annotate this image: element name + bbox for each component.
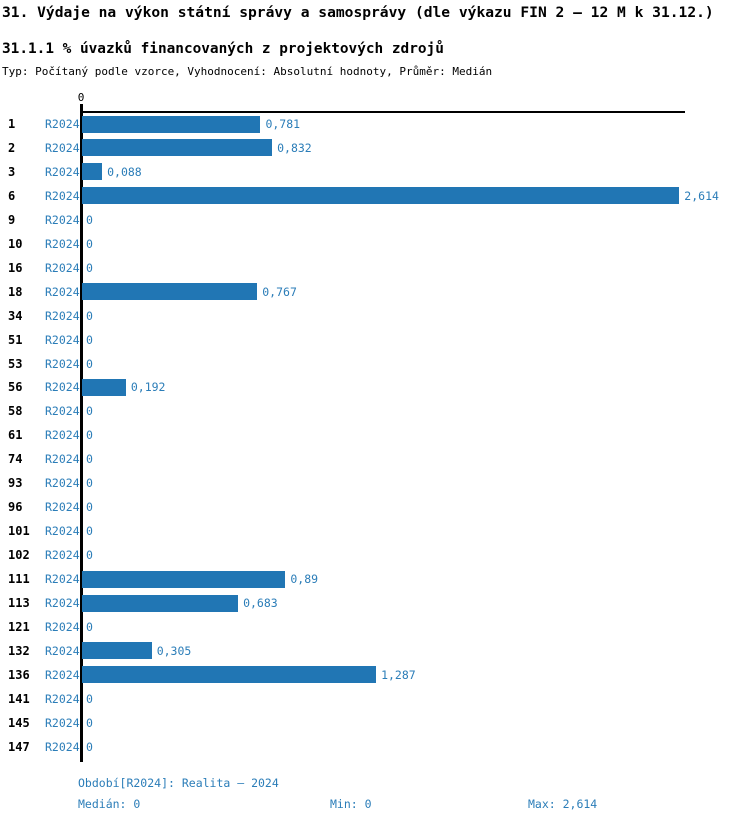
row-series-label: R2024 — [45, 332, 80, 347]
bar-value-label: 0 — [86, 260, 93, 275]
row-category-label: 61 — [8, 428, 23, 443]
bar-value-label: 0 — [86, 332, 93, 347]
row-series-label: R2024 — [45, 548, 80, 563]
row-category-label: 56 — [8, 380, 23, 395]
chart-row — [0, 687, 750, 711]
bar-value-label: 0,832 — [277, 140, 312, 155]
bar — [82, 283, 257, 300]
row-series-label: R2024 — [45, 596, 80, 610]
row-category-label: 58 — [8, 404, 23, 419]
bar — [82, 116, 260, 133]
row-series-label: R2024 — [45, 117, 80, 131]
bar-value-label: 0 — [86, 428, 93, 443]
chart-row — [0, 615, 750, 639]
row-category-label: 2 — [8, 140, 16, 155]
bar-value-label: 0 — [86, 500, 93, 515]
row-category-label: 96 — [8, 500, 23, 515]
bar-value-label: 0 — [86, 404, 93, 419]
bar-value-label: 0 — [86, 548, 93, 563]
bar-value-label: 0 — [86, 715, 93, 730]
bar — [82, 642, 152, 659]
row-category-label: 136 — [8, 667, 30, 682]
row-series-label: R2024 — [45, 476, 80, 491]
max-label: Max: 2,614 — [528, 797, 598, 811]
row-category-label: 53 — [8, 356, 23, 371]
row-series-label: R2024 — [45, 572, 80, 587]
row-category-label: 132 — [8, 643, 30, 658]
bar-value-label: 0,781 — [265, 117, 301, 131]
chart-row — [0, 591, 750, 615]
report-title: 31. Výdaje na výkon státní správy a samosprávy (dle výkazu FIN 2 – 12 M k 31.12.) — [2, 4, 714, 21]
row-category-label: 102 — [8, 548, 30, 563]
row-series-label: R2024 — [45, 428, 80, 443]
chart-row — [0, 232, 750, 256]
bar-value-label: 0 — [86, 236, 93, 251]
bar — [82, 187, 679, 204]
row-category-label: 16 — [8, 260, 23, 275]
row-series-label: R2024 — [45, 667, 80, 682]
chart-row — [0, 375, 750, 399]
row-category-label: 101 — [8, 524, 30, 539]
chart-row — [0, 423, 750, 447]
bar-value-label: 0 — [86, 308, 93, 323]
indicator-title: 31.1.1 % úvazků financovaných z projektových zdrojů — [2, 41, 444, 57]
chart-row — [0, 495, 750, 519]
bar — [82, 379, 126, 396]
bar-value-label: 0,192 — [130, 380, 166, 395]
row-series-label: R2024 — [45, 643, 80, 658]
bar — [82, 163, 102, 180]
row-series-label: R2024 — [45, 164, 80, 179]
row-category-label: 145 — [8, 715, 30, 730]
row-series-label: R2024 — [45, 236, 80, 251]
row-series-label: R2024 — [45, 691, 80, 706]
indicator-meta: Typ: Počítaný podle vzorce, Vyhodnocení: Absolutní hodnoty, Průměr: Medián — [2, 65, 493, 78]
x-axis-tick-label-0: 0 — [77, 91, 85, 104]
row-series-label: R2024 — [45, 524, 80, 539]
bar-value-label: 0 — [86, 691, 93, 706]
row-category-label: 93 — [8, 476, 23, 491]
row-series-label: R2024 — [45, 452, 80, 467]
row-series-label: R2024 — [45, 284, 80, 299]
row-series-label: R2024 — [45, 404, 80, 419]
bar-value-label: 0,767 — [262, 284, 297, 299]
row-category-label: 1 — [8, 117, 16, 131]
bar-value-label: 0 — [86, 476, 93, 491]
bar-value-label: 0 — [86, 452, 93, 467]
row-series-label: R2024 — [45, 188, 80, 203]
chart-row — [0, 352, 750, 376]
row-category-label: 18 — [8, 284, 23, 299]
bar-value-label: 0 — [86, 356, 93, 371]
bar-value-label: 0 — [86, 619, 93, 634]
row-category-label: 9 — [8, 212, 16, 227]
chart-row — [0, 208, 750, 232]
row-series-label: R2024 — [45, 356, 80, 371]
chart-rows — [0, 112, 750, 762]
median-label: Medián: 0 — [78, 797, 141, 811]
row-series-label: R2024 — [45, 140, 80, 155]
row-category-label: 6 — [8, 188, 16, 203]
row-category-label: 74 — [8, 452, 23, 467]
row-series-label: R2024 — [45, 500, 80, 515]
bar-value-label: 1,287 — [381, 667, 416, 682]
bar-value-label: 0,088 — [107, 164, 142, 179]
chart-row — [0, 112, 750, 136]
bar-value-label: 0 — [86, 524, 93, 539]
row-category-label: 10 — [8, 236, 23, 251]
bar-value-label: 2,614 — [684, 188, 719, 203]
chart-row — [0, 735, 750, 759]
row-category-label: 147 — [8, 739, 30, 754]
bar-value-label: 0,683 — [243, 596, 278, 610]
chart-row — [0, 304, 750, 328]
row-series-label: R2024 — [45, 380, 80, 395]
bar-value-label: 0 — [86, 739, 93, 754]
chart-row — [0, 160, 750, 184]
chart-row — [0, 543, 750, 567]
row-category-label: 34 — [8, 308, 23, 323]
row-category-label: 51 — [8, 332, 23, 347]
chart-row — [0, 184, 750, 208]
row-category-label: 3 — [8, 164, 16, 179]
chart-row — [0, 136, 750, 160]
chart-row — [0, 280, 750, 304]
row-category-label: 141 — [8, 691, 30, 706]
row-series-label: R2024 — [45, 260, 80, 275]
chart-row — [0, 399, 750, 423]
chart-row — [0, 639, 750, 663]
row-series-label: R2024 — [45, 715, 80, 730]
period-label: Období[R2024]: Realita – 2024 — [78, 776, 279, 790]
row-category-label: 121 — [8, 619, 30, 634]
chart-row — [0, 519, 750, 543]
chart-row — [0, 256, 750, 280]
row-series-label: R2024 — [45, 619, 80, 634]
chart-row — [0, 471, 750, 495]
chart-row — [0, 711, 750, 735]
bar — [82, 666, 376, 683]
bar-value-label: 0 — [86, 212, 93, 227]
bar — [82, 139, 272, 156]
row-series-label: R2024 — [45, 308, 80, 323]
bar — [82, 595, 238, 612]
bar-value-label: 0,305 — [156, 643, 192, 658]
chart-row — [0, 447, 750, 471]
row-category-label: 111 — [8, 572, 30, 587]
row-series-label: R2024 — [45, 212, 80, 227]
row-category-label: 113 — [8, 596, 30, 610]
bar-value-label: 0,89 — [290, 572, 319, 587]
chart-row — [0, 663, 750, 687]
row-series-label: R2024 — [45, 739, 80, 754]
chart-row — [0, 328, 750, 352]
chart-row — [0, 567, 750, 591]
bar — [82, 571, 285, 588]
min-label: Min: 0 — [330, 797, 372, 811]
